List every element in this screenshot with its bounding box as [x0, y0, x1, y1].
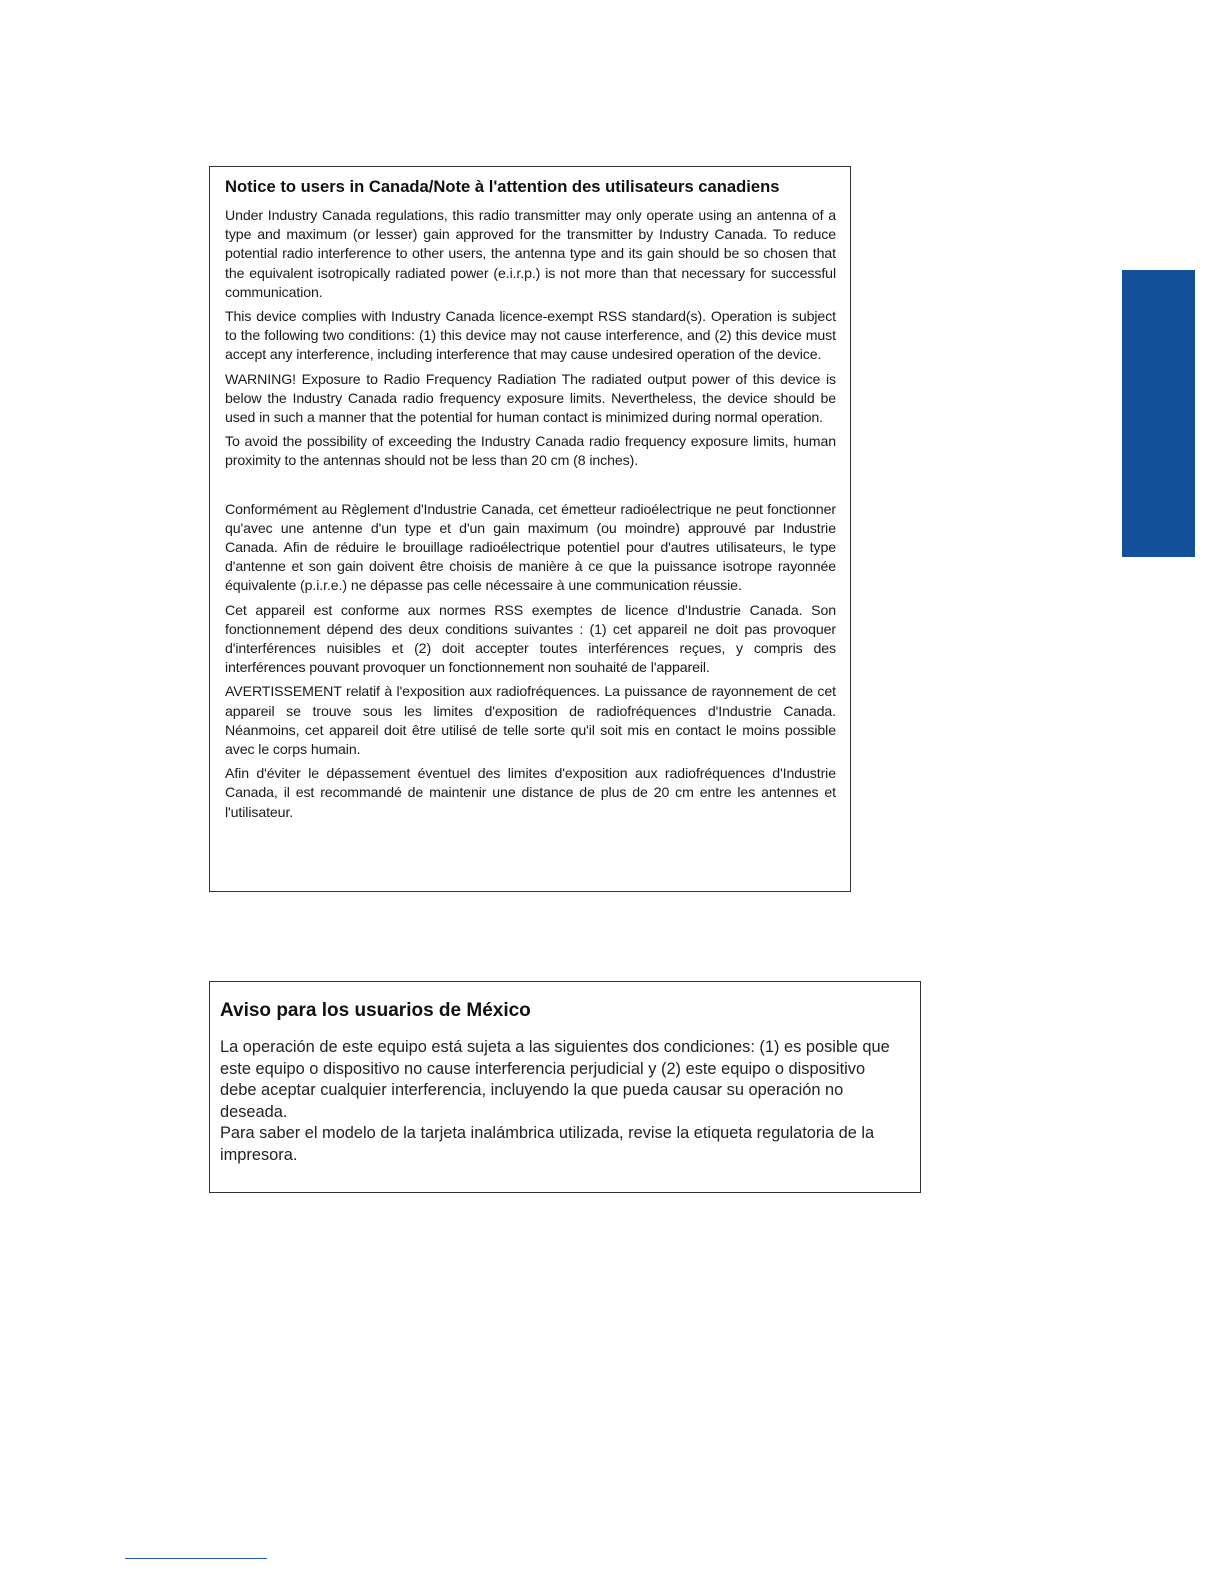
- chapter-side-tab: [1122, 270, 1195, 557]
- canada-en-paragraph-2: This device complies with Industry Canada licence-exempt RSS standard(s). Operation is subject to the following two conditions: (1) this device may not cause interference, and (2) this device must accept any interference, including interference that may cause undesired operation of the device.: [225, 308, 836, 363]
- mexico-paragraph-1: La operación de este equipo está sujeta a las siguientes dos condiciones: (1) es posible que este equipo o dispositivo no cause interferencia perjudicial y (2) este equipo o dispositivo debe aceptar cualquier interferencia, incluyendo la que pueda causar su operación no deseada.: [220, 1038, 890, 1121]
- mexico-paragraph-2: Para saber el modelo de la tarjeta inalámbrica utilizada, revise la etiqueta regulatoria de la impresora.: [220, 1124, 875, 1164]
- mexico-notice-box: [209, 981, 921, 1193]
- footnote-divider: [125, 1558, 267, 1559]
- mexico-notice-title: Aviso para los usuarios de México: [220, 1000, 531, 1021]
- canada-fr-paragraph-3: AVERTISSEMENT relatif à l'exposition aux radiofréquences. La puissance de rayonnement de cet appareil se trouve sous les limites d'exposition de radiofréquences d'Industrie Canada. Néanmoins, cet appareil doit être utilisé de telle sorte qu'il soit mis en contact le moins possible avec le corps humain.: [225, 683, 836, 758]
- canada-fr-paragraph-2: Cet appareil est conforme aux normes RSS exemptes de licence d'Industrie Canada. Son fonctionnement dépend des deux conditions suivantes : (1) cet appareil ne doit pas provoquer d'interférences nuisibles et (2) doit accepter toutes interférences reçues, y compris des interférences pouvant provoquer un fonctionnement non souhaité de l'appareil.: [225, 601, 836, 676]
- canada-en-paragraph-4: To avoid the possibility of exceeding the Industry Canada radio frequency exposure limits, human proximity to the antennas should not be less than 20 cm (8 inches).: [225, 433, 836, 469]
- canada-notice-box: [209, 166, 851, 892]
- canada-notice-title: Notice to users in Canada/Note à l'attention des utilisateurs canadiens: [225, 177, 780, 196]
- canada-en-paragraph-1: Under Industry Canada regulations, this radio transmitter may only operate using an antenna of a type and maximum (or lesser) gain approved for the transmitter by Industry Canada. To reduce potential radio interference to other users, the antenna type and its gain should be so chosen that the equivalent isotropically radiated power (e.i.r.p.) is not more than that necessary for successful communication.: [225, 207, 836, 300]
- canada-fr-paragraph-1: Conformément au Règlement d'Industrie Canada, cet émetteur radioélectrique ne peut fonctionner qu'avec une antenne d'un type et d'un gain maximum (ou moindre) approuvé par Industrie Canada. Afin de réduire le brouillage radioélectrique potentiel pour d'autres utilisateurs, le type d'antenne et son gain doivent être choisis de manière à ce que la puissance isotrope rayonnée équivalente (p.i.r.e.) ne dépasse pas celle nécessaire à une communication réussie.: [225, 500, 836, 594]
- canada-en-paragraph-3: WARNING! Exposure to Radio Frequency Radiation The radiated output power of this device is below the Industry Canada radio frequency exposure limits. Nevertheless, the device should be used in such a manner that the potential for human contact is minimized during normal operation.: [225, 370, 836, 426]
- canada-fr-paragraph-4: Afin d'éviter le dépassement éventuel des limites d'exposition aux radiofréquences d'Industrie Canada, il est recommandé de maintenir une distance de plus de 20 cm entre les antennes et l'utilisateur.: [225, 765, 836, 820]
